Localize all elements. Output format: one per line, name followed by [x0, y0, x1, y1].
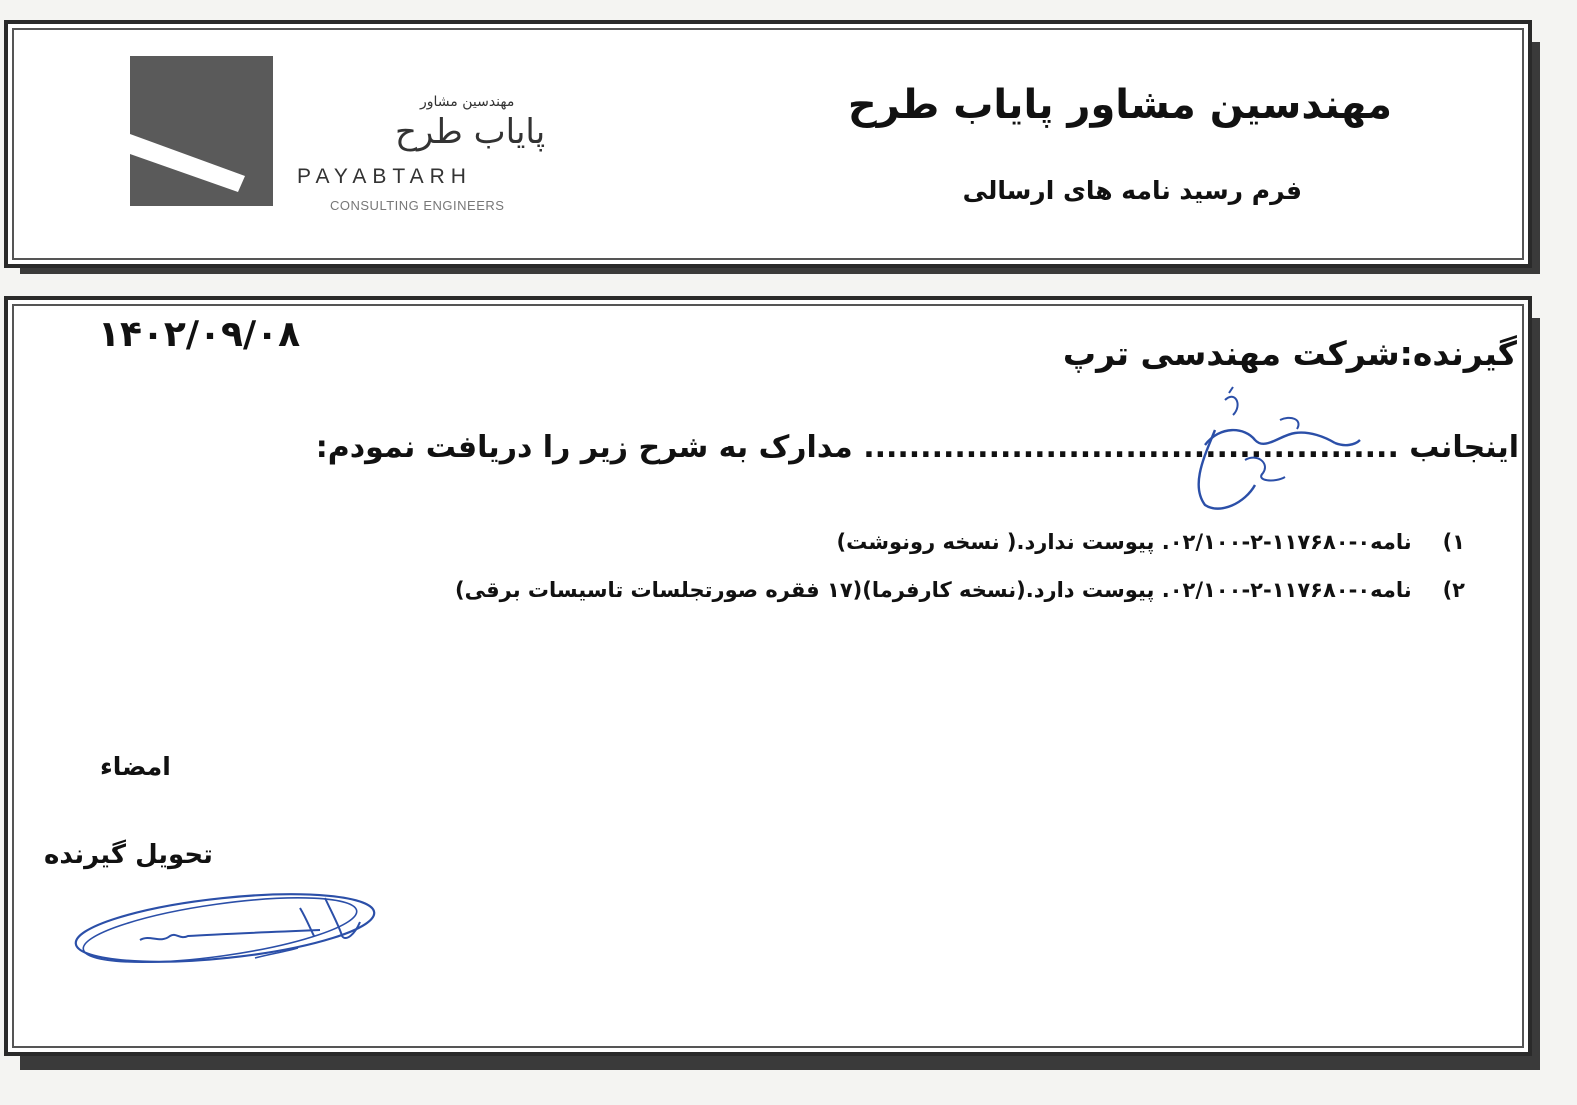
form-title: فرم رسید نامه های ارسالی [962, 176, 1302, 205]
item-number: ۲) [1442, 578, 1465, 602]
logo-persian-subtitle: مهندسین مشاور [420, 94, 515, 110]
signature-label: امضاء [100, 752, 171, 781]
handwritten-signature-icon [70, 878, 390, 970]
statement-prefix: اینجانب [1409, 430, 1519, 465]
item-text: نامه۰-۱۱۷۶۸۰-۲-۰۲/۱۰۰. پیوست دارد.(نسخه کارفرما)(۱۷ فقره صورتجلسات تاسیسات برقی) [455, 578, 1412, 602]
document-item [837, 530, 1466, 554]
company-title: مهندسین مشاور پایاب طرح [847, 82, 1392, 128]
logo-english-name: PAYABTARH [297, 165, 472, 188]
document-item [455, 578, 1465, 602]
item-text: نامه۰-۱۱۷۶۸۰-۲-۰۲/۱۰۰. پیوست ندارد.( نسخه رونوشت) [836, 530, 1412, 554]
receiver-label: تحویل گیرنده [44, 840, 213, 870]
item-number: ۱) [1442, 530, 1465, 554]
statement-suffix: مدارک به شرح زیر را دریافت نمودم: [315, 430, 853, 465]
logo-persian-name: پایاب طرح [395, 112, 546, 152]
recipient-line: گیرنده:شرکت مهندسی ترپ [1062, 334, 1517, 373]
logo-english-subtitle: CONSULTING ENGINEERS [330, 198, 505, 213]
company-logo-icon [130, 56, 273, 206]
statement-dots: ............................................... [863, 430, 1399, 465]
document-date: ۱۴۰۲/۰۹/۰۸ [98, 314, 301, 355]
handwritten-name-signature-icon [1185, 385, 1365, 520]
